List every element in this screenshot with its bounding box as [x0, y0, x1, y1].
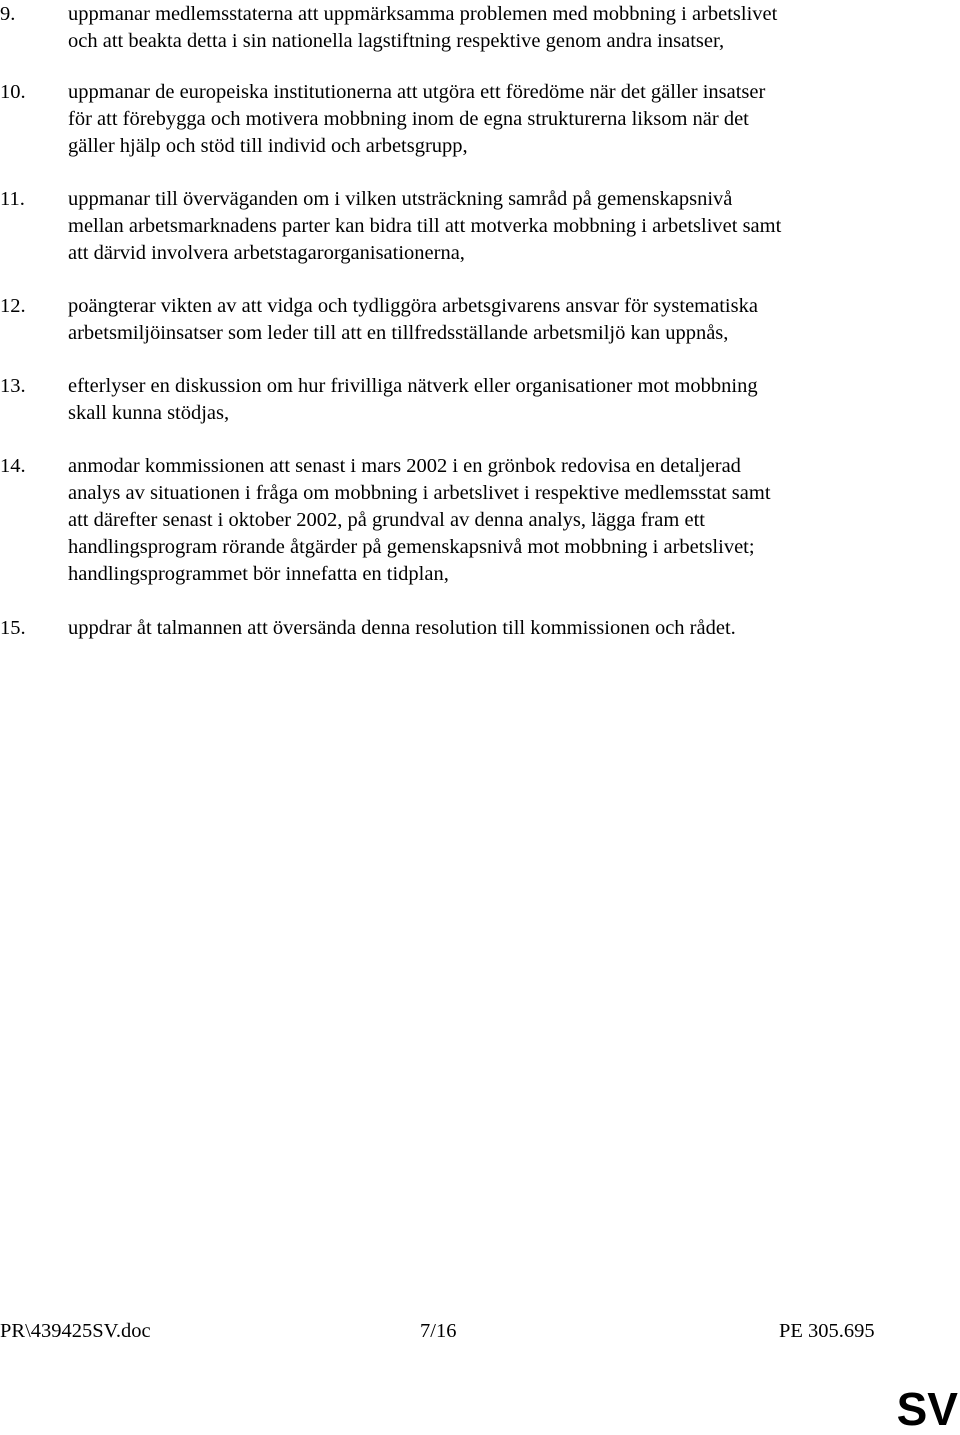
language-mark: SV — [896, 1383, 958, 1435]
footer-page-number: 7/16 — [420, 1320, 457, 1342]
item-text-line: handlingsprogram rörande åtgärder på gemenskapsnivå mot mobbning i arbetslivet; — [68, 536, 755, 558]
item-text-line: att därefter senast i oktober 2002, på grundval av denna analys, lägga fram ett — [68, 509, 705, 531]
item-number: 12. — [0, 295, 26, 317]
item-text-line: uppdrar åt talmannen att översända denna resolution till kommissionen och rådet. — [68, 617, 736, 639]
item-number: 11. — [0, 188, 25, 210]
item-number: 10. — [0, 81, 26, 103]
item-text-line: och att beakta detta i sin nationella lagstiftning respektive genom andra insatser, — [68, 30, 725, 52]
item-text-line: analys av situationen i fråga om mobbning i arbetslivet i respektive medlemsstat samt — [68, 482, 771, 504]
item-text-line: arbetsmiljöinsatser som leder till att en tillfredsställande arbetsmiljö kan uppnås, — [68, 322, 729, 344]
item-number: 13. — [0, 375, 26, 397]
item-text-line: skall kunna stödjas, — [68, 402, 230, 424]
item-text-line: efterlyser en diskussion om hur frivilliga nätverk eller organisationer mot mobbning — [68, 375, 758, 397]
item-text-line: anmodar kommissionen att senast i mars 2002 i en grönbok redovisa en detaljerad — [68, 455, 741, 477]
item-text-line: poängterar vikten av att vidga och tydliggöra arbetsgivarens ansvar för systematiska — [68, 295, 758, 317]
item-text-line: uppmanar de europeiska institutionerna att utgöra ett föredöme när det gäller insatser — [68, 81, 766, 103]
item-text-line: för att förebygga och motivera mobbning inom de egna strukturerna liksom när det — [68, 108, 749, 130]
item-number: 9. — [0, 3, 16, 25]
item-text-line: uppmanar till överväganden om i vilken utsträckning samråd på gemenskapsnivå — [68, 188, 733, 210]
footer-pe-ref: PE 305.695 — [779, 1320, 875, 1342]
item-text-line: gäller hjälp och stöd till individ och arbetsgrupp, — [68, 135, 468, 157]
item-text-line: mellan arbetsmarknadens parter kan bidra till att motverka mobbning i arbetslivet samt — [68, 215, 782, 237]
item-text-line: att därvid involvera arbetstagarorganisationerna, — [68, 242, 465, 264]
item-number: 15. — [0, 617, 26, 639]
item-text-line: uppmanar medlemsstaterna att uppmärksamma problemen med mobbning i arbetslivet — [68, 3, 778, 25]
item-text-line: handlingsprogrammet bör innefatta en tidplan, — [68, 563, 449, 585]
item-number: 14. — [0, 455, 26, 477]
footer-doc-ref: PR\439425SV.doc — [0, 1320, 151, 1342]
